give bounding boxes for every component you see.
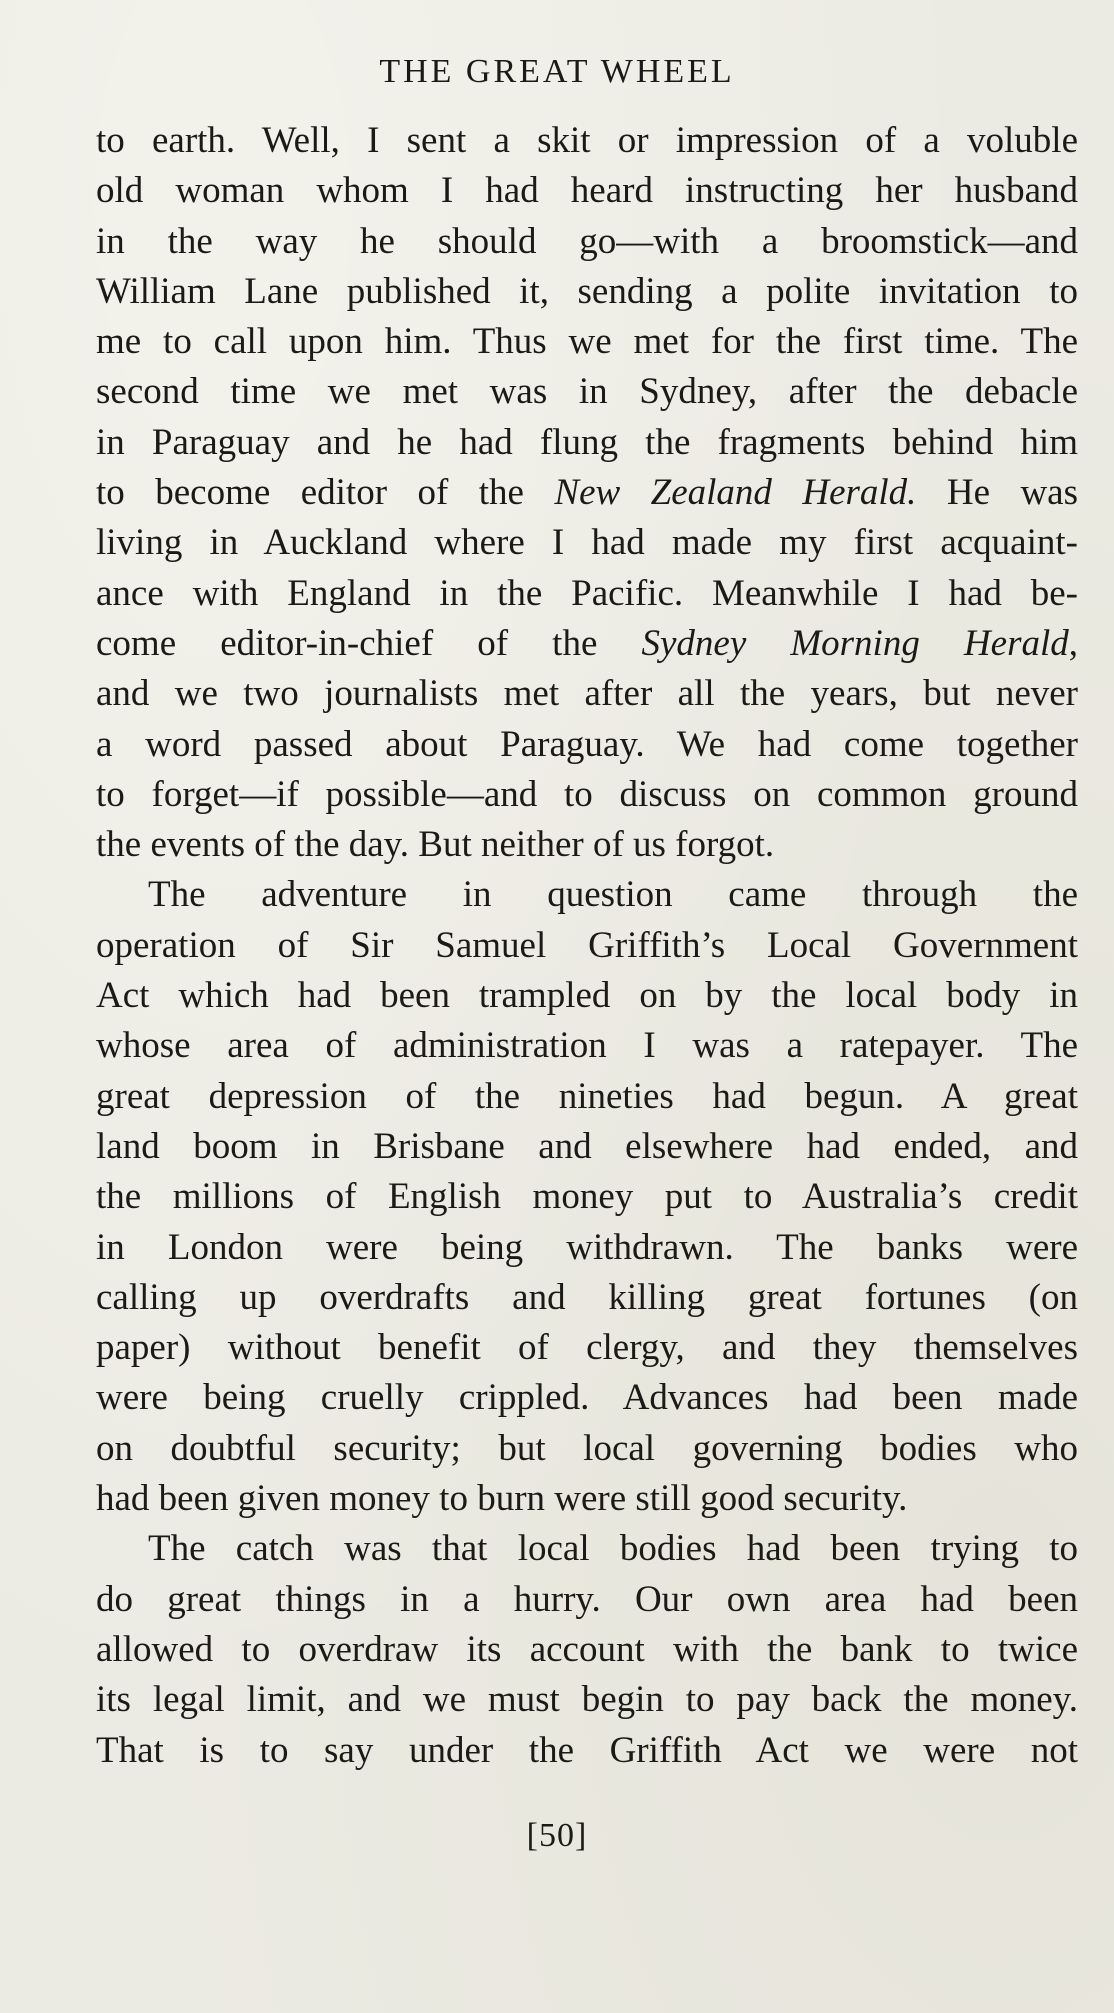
text-line: in the way he should go—with a broomstick—and (96, 220, 1078, 262)
text-line: ance with England in the Pacific. Meanwhile I had be- (96, 572, 1078, 614)
text-segment: He was (916, 472, 1078, 514)
text-segment: to become editor of the (96, 472, 555, 514)
text-line: second time we met was in Sydney, after the debacle (96, 371, 1078, 413)
text-line: the millions of English money put to Australia’s credit (96, 1176, 1078, 1218)
text-line: do great things in a hurry. Our own area had been (96, 1578, 1078, 1620)
text-line: its legal limit, and we must begin to pay back the money. (96, 1679, 1078, 1721)
text-line: Act which had been trampled on by the local body in (96, 975, 1078, 1017)
italic-title: New Zealand Herald. (554, 472, 917, 514)
text-segment: come editor-in-chief of the (96, 622, 642, 664)
running-head: THE GREAT WHEEL (379, 53, 735, 90)
text-line: were being cruelly crippled. Advances had been made (96, 1377, 1078, 1419)
text-line: in London were being withdrawn. The banks were (96, 1226, 1078, 1268)
page-number: [50] (526, 1817, 588, 1854)
body-text (96, 116, 1078, 1776)
text-line: me to call upon him. Thus we met for the first time. The (96, 321, 1078, 363)
text-line: and we two journalists met after all the years, but never (96, 673, 1078, 715)
text-line: on doubtful security; but local governing bodies who (96, 1427, 1078, 1469)
text-line: allowed to overdraw its account with the bank to twice (96, 1628, 1078, 1670)
italic-title: Sydney Morning Herald (641, 622, 1069, 664)
text-line: had been given money to burn were still good security. (96, 1478, 908, 1520)
text-segment: , (1068, 622, 1078, 664)
text-line: living in Auckland where I had made my first acquaint- (96, 522, 1078, 564)
text-line: The adventure in question came through the (148, 874, 1078, 916)
text-line: paper) without benefit of clergy, and they themselves (96, 1327, 1078, 1369)
text-line: old woman whom I had heard instructing her husband (96, 170, 1078, 212)
text-line (96, 468, 1078, 518)
text-line: calling up overdrafts and killing great fortunes (on (96, 1276, 1078, 1318)
text-line: land boom in Brisbane and elsewhere had ended, and (96, 1125, 1078, 1167)
text-line: William Lane published it, sending a polite invitation to (96, 270, 1078, 312)
text-line: to forget—if possible—and to discuss on common ground (96, 773, 1078, 815)
text-line (96, 619, 1078, 669)
text-line: to earth. Well, I sent a skit or impression of a voluble (96, 120, 1078, 161)
text-line: a word passed about Paraguay. We had come together (96, 723, 1078, 765)
text-line: That is to say under the Griffith Act we were not (96, 1729, 1078, 1771)
text-line: the events of the day. But neither of us forgot. (96, 824, 775, 866)
text-line: operation of Sir Samuel Griffith’s Local Government (96, 924, 1078, 966)
text-line: great depression of the nineties had begun. A great (96, 1075, 1078, 1117)
text-line: whose area of administration I was a ratepayer. The (96, 1025, 1078, 1067)
text-line: The catch was that local bodies had been trying to (148, 1528, 1078, 1570)
text-line: in Paraguay and he had flung the fragments behind him (96, 421, 1078, 463)
